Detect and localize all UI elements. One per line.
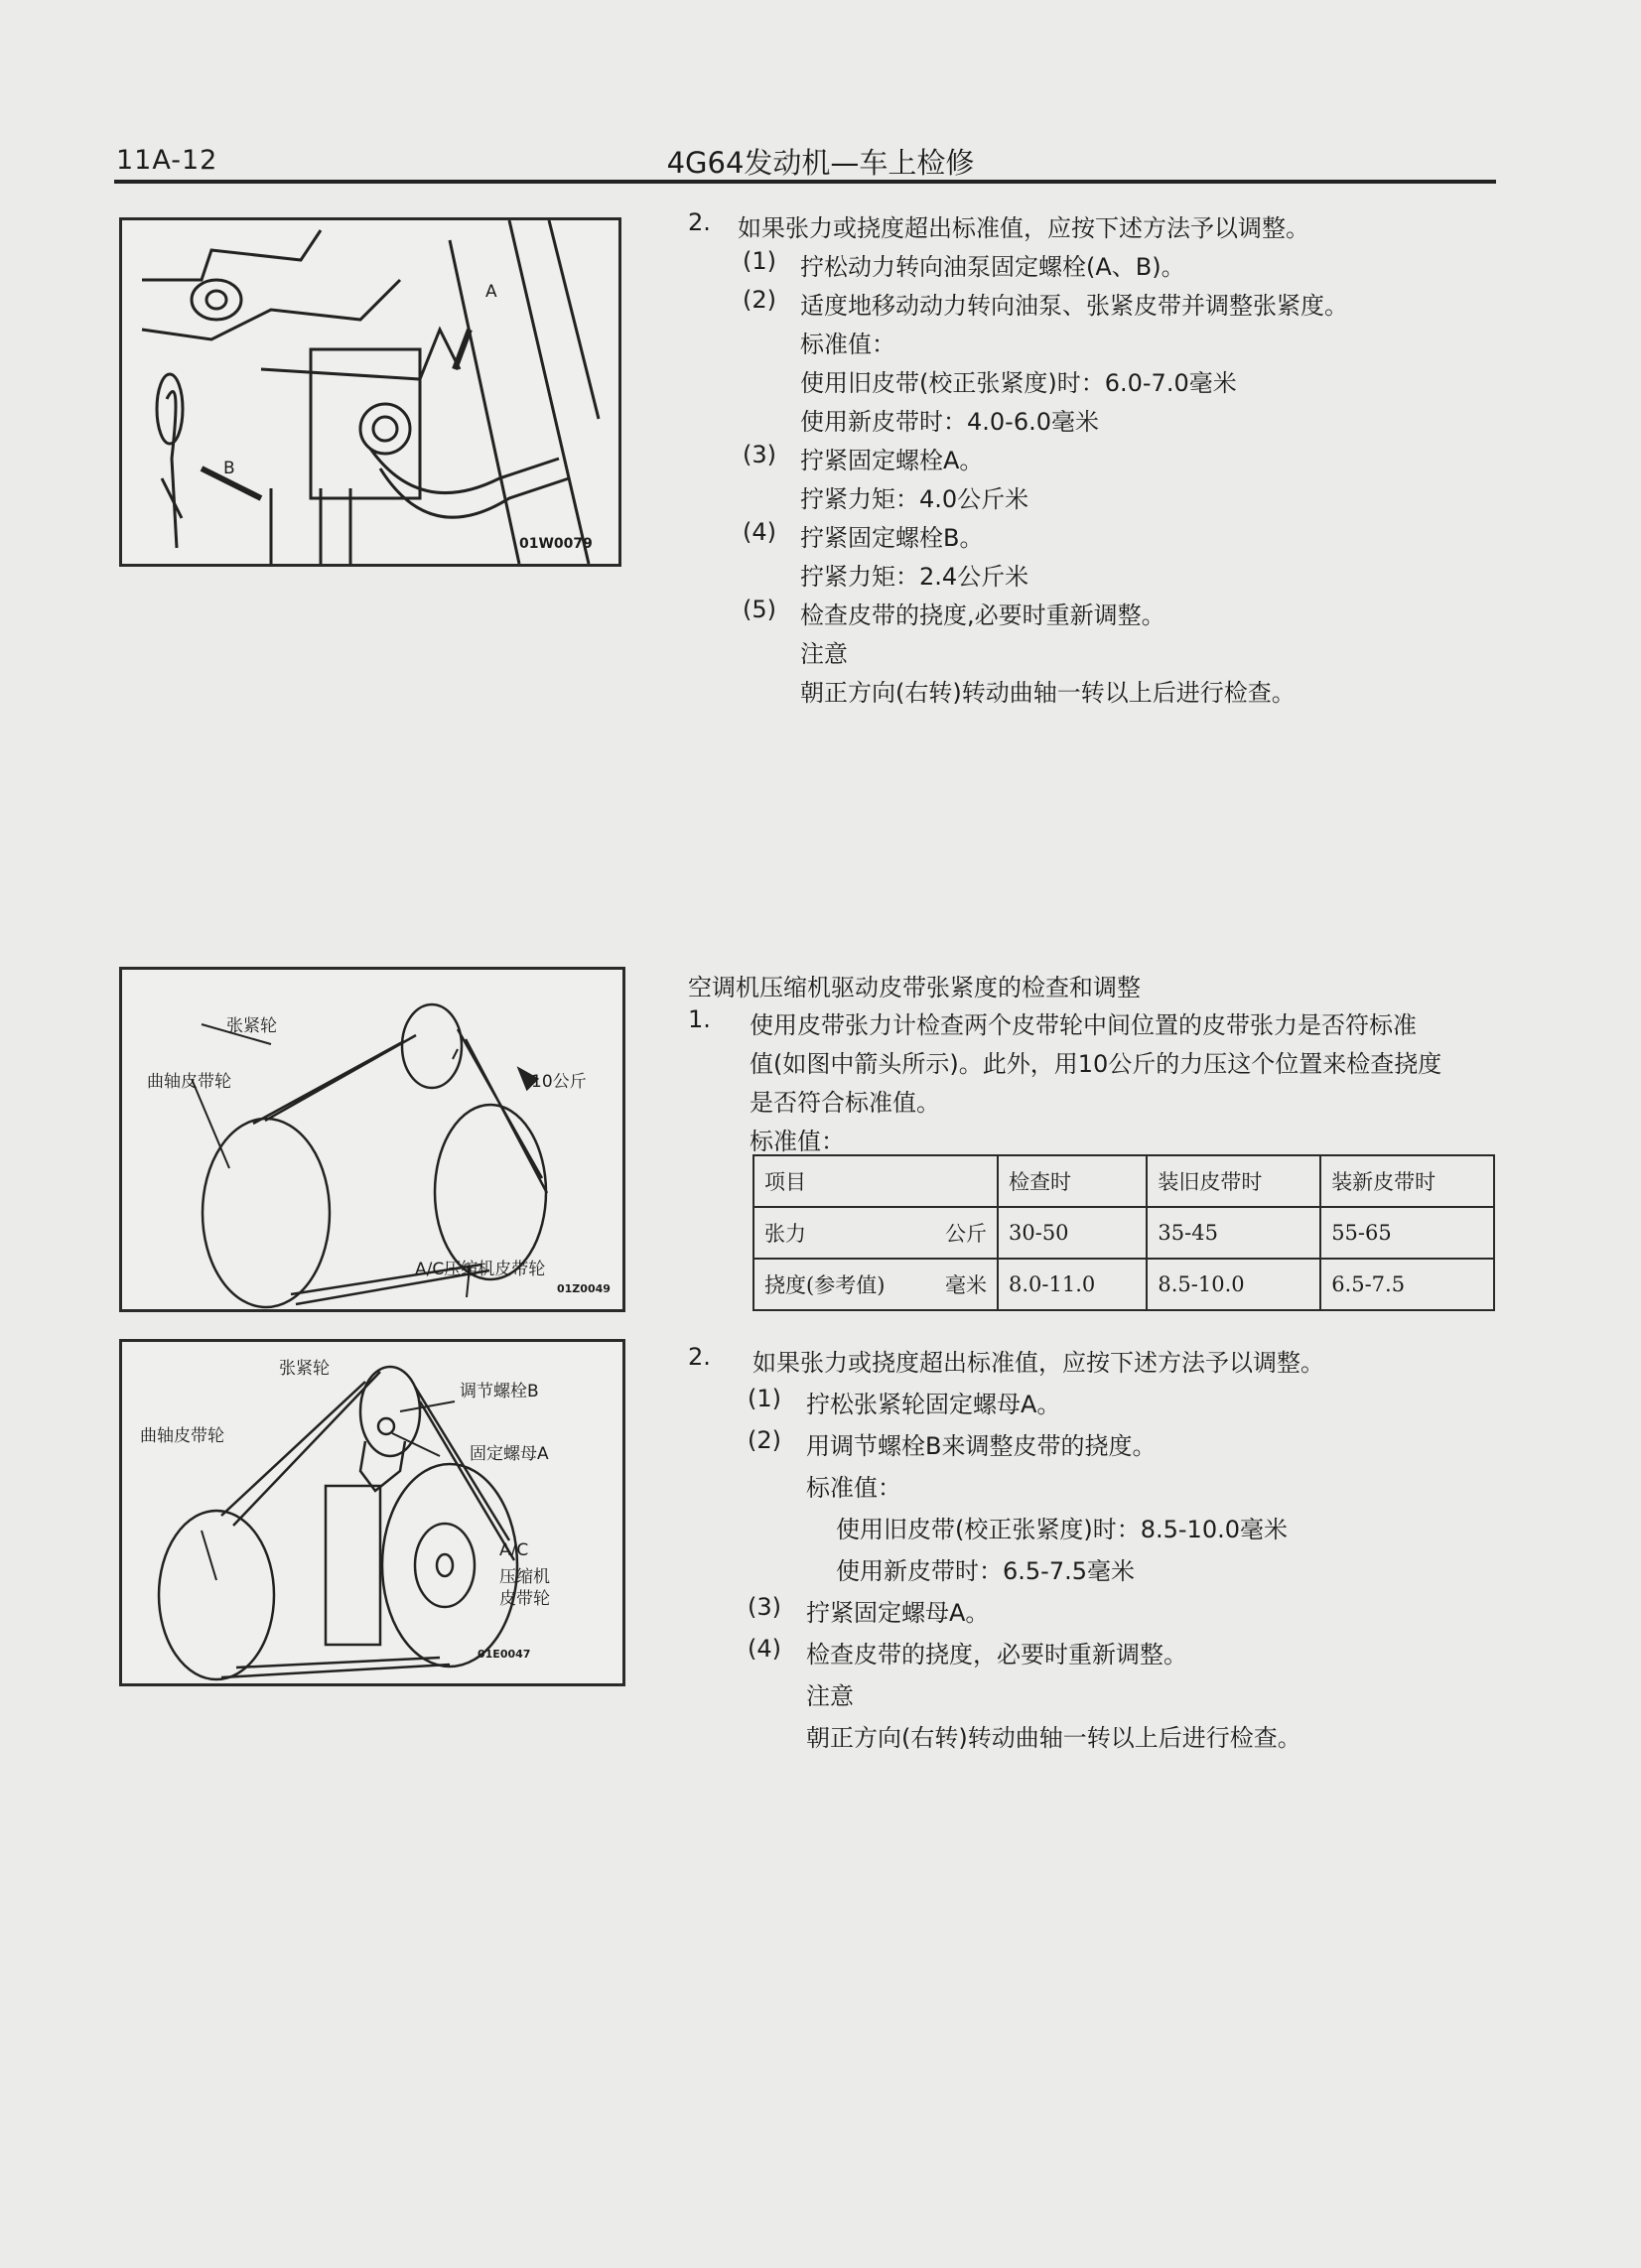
label-a: A bbox=[485, 282, 497, 302]
label-tensioner-pulley: 张紧轮 bbox=[226, 1016, 277, 1036]
table-header: 装新皮带时 bbox=[1320, 1155, 1494, 1207]
substep-text: 拧紧固定螺母A。 bbox=[806, 1599, 990, 1627]
substep-text: 拧松张紧轮固定螺母A。 bbox=[806, 1391, 1061, 1418]
figure-power-steering-pump bbox=[119, 217, 621, 567]
label-adjust-bolt-b: 调节螺栓B bbox=[460, 1382, 539, 1401]
standard-old-belt: 使用旧皮带(校正张紧度)时：6.0-7.0毫米 bbox=[800, 369, 1237, 397]
label-compressor: 压缩机 bbox=[499, 1567, 550, 1587]
table-header-row bbox=[753, 1155, 1494, 1207]
substep-text: 检查皮带的挠度,必要时重新调整。 bbox=[800, 601, 1165, 629]
label-crankshaft-pulley: 曲轴皮带轮 bbox=[140, 1426, 224, 1446]
step-text: 如果张力或挠度超出标准值，应按下述方法予以调整。 bbox=[738, 214, 1309, 242]
note-label: 注意 bbox=[800, 640, 848, 668]
row-unit: 公斤 bbox=[945, 1222, 987, 1246]
label-fixing-nut-a: 固定螺母A bbox=[470, 1444, 549, 1464]
label-tensioner-pulley: 张紧轮 bbox=[279, 1359, 330, 1379]
tensioner-diagram bbox=[122, 1342, 622, 1683]
standard-old-belt: 使用旧皮带(校正张紧度)时：8.5-10.0毫米 bbox=[836, 1516, 1288, 1543]
table-cell: 6.5-7.5 bbox=[1320, 1259, 1494, 1310]
substep-text: 适度地移动动力转向油泵、张紧皮带并调整张紧度。 bbox=[800, 292, 1348, 320]
standard-label: 标准值： bbox=[806, 1474, 901, 1502]
substep-number: (2) bbox=[743, 286, 776, 314]
label-ac: A/C bbox=[499, 1540, 529, 1560]
step-text: 值(如图中箭头所示)。此外，用10公斤的力压这个位置来检查挠度 bbox=[750, 1050, 1442, 1078]
standard-label: 标准值： bbox=[750, 1128, 845, 1155]
page-number: 11A-12 bbox=[116, 145, 218, 176]
figure-tensioner-adjust bbox=[119, 1339, 625, 1686]
figure-code: 01Z0049 bbox=[557, 1282, 611, 1295]
table-row bbox=[753, 1207, 1494, 1259]
standard-new-belt: 使用新皮带时：4.0-6.0毫米 bbox=[800, 408, 1099, 436]
note-text: 朝正方向(右转)转动曲轴一转以上后进行检查。 bbox=[806, 1724, 1301, 1752]
table-cell: 8.5-10.0 bbox=[1147, 1259, 1320, 1310]
substep-number: (4) bbox=[743, 518, 776, 546]
standard-new-belt: 使用新皮带时：6.5-7.5毫米 bbox=[836, 1557, 1135, 1585]
step-number: 2. bbox=[688, 1343, 711, 1371]
substep-text: 拧松动力转向油泵固定螺栓(A、B)。 bbox=[800, 253, 1185, 281]
table-cell: 35-45 bbox=[1147, 1207, 1320, 1259]
label-b: B bbox=[223, 459, 235, 478]
label-force: 10公斤 bbox=[531, 1072, 587, 1092]
substep-number: (4) bbox=[748, 1635, 781, 1663]
row-unit: 毫米 bbox=[945, 1273, 987, 1297]
step-number: 2. bbox=[688, 208, 711, 236]
header-rule bbox=[114, 180, 1496, 184]
note-text: 朝正方向(右转)转动曲轴一转以上后进行检查。 bbox=[800, 679, 1296, 707]
figure-code: 01W0079 bbox=[519, 536, 593, 552]
table-header: 装旧皮带时 bbox=[1147, 1155, 1320, 1207]
step-text: 是否符合标准值。 bbox=[750, 1089, 940, 1117]
figure-code: 01E0047 bbox=[478, 1648, 531, 1661]
step-text: 如果张力或挠度超出标准值，应按下述方法予以调整。 bbox=[752, 1349, 1324, 1377]
label-crankshaft-pulley: 曲轴皮带轮 bbox=[147, 1072, 231, 1092]
table-cell: 8.0-11.0 bbox=[998, 1259, 1147, 1310]
table-cell: 30-50 bbox=[998, 1207, 1147, 1259]
step-number: 1. bbox=[688, 1005, 711, 1033]
note-label: 注意 bbox=[806, 1682, 854, 1710]
torque-value: 拧紧力矩：2.4公斤米 bbox=[800, 563, 1029, 591]
table-row bbox=[753, 1259, 1494, 1310]
figure-belt-layout bbox=[119, 967, 625, 1312]
substep-number: (2) bbox=[748, 1426, 781, 1454]
page-title: 4G64发动机—车上检修 bbox=[666, 146, 975, 180]
substep-number: (3) bbox=[743, 441, 776, 468]
table-cell bbox=[753, 1207, 998, 1259]
row-item: 张力 bbox=[764, 1222, 806, 1246]
substep-text: 拧紧固定螺栓A。 bbox=[800, 447, 984, 474]
torque-value: 拧紧力矩：4.0公斤米 bbox=[800, 485, 1029, 513]
substep-number: (3) bbox=[748, 1593, 781, 1621]
substep-text: 检查皮带的挠度，必要时重新调整。 bbox=[806, 1641, 1187, 1668]
belt-diagram bbox=[122, 970, 622, 1309]
substep-text: 用调节螺栓B来调整皮带的挠度。 bbox=[806, 1432, 1157, 1460]
section-heading: 空调机压缩机驱动皮带张紧度的检查和调整 bbox=[688, 974, 1141, 1001]
table-header: 检查时 bbox=[998, 1155, 1147, 1207]
table-cell bbox=[753, 1259, 998, 1310]
label-ac-pulley: A/C压缩机皮带轮 bbox=[415, 1260, 546, 1279]
standard-values-table bbox=[752, 1154, 1495, 1311]
engine-illustration bbox=[122, 220, 618, 564]
label-pulley: 皮带轮 bbox=[499, 1589, 550, 1609]
step-text: 使用皮带张力计检查两个皮带轮中间位置的皮带张力是否符标准 bbox=[750, 1011, 1417, 1039]
standard-label: 标准值： bbox=[800, 331, 895, 358]
substep-number: (5) bbox=[743, 596, 776, 623]
table-header: 项目 bbox=[753, 1155, 998, 1207]
row-item: 挠度(参考值) bbox=[764, 1273, 886, 1297]
substep-number: (1) bbox=[748, 1385, 781, 1412]
substep-text: 拧紧固定螺栓B。 bbox=[800, 524, 984, 552]
substep-number: (1) bbox=[743, 247, 776, 275]
table-cell: 55-65 bbox=[1320, 1207, 1494, 1259]
